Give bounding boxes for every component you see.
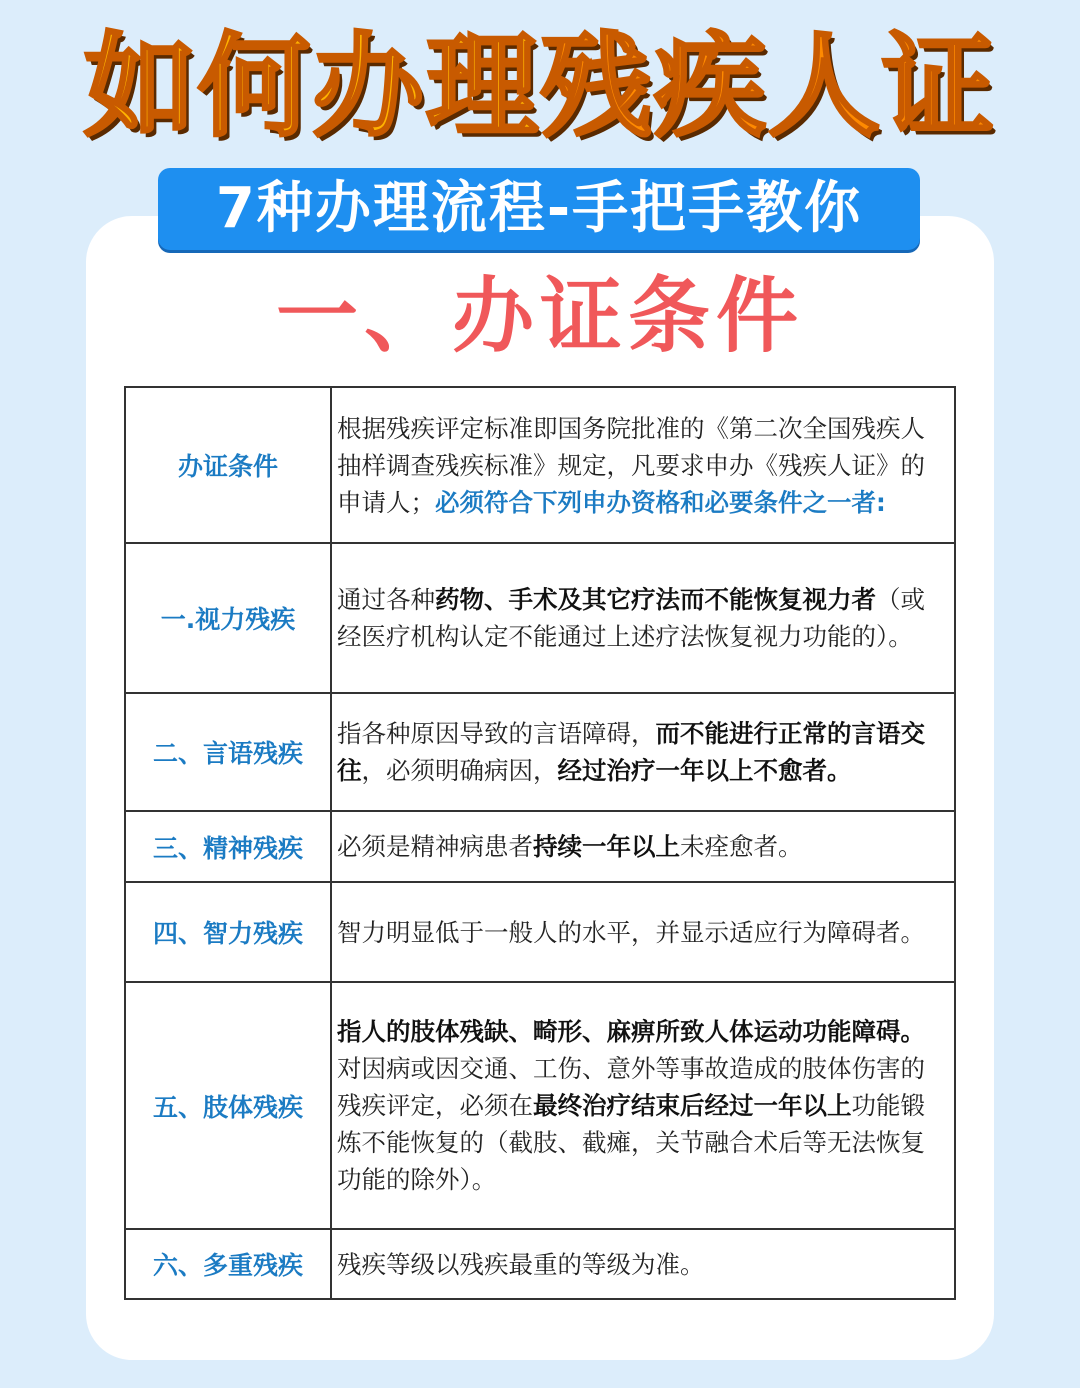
row-label: 二、言语残疾 (125, 693, 331, 811)
main-title-part1: 如何办理 (84, 22, 540, 152)
desc-bold: 最终治疗结束后经过一年以上 (533, 1091, 852, 1120)
desc-bold: 指人的肢体残缺、畸形、麻痹所致人体运动功能障碍。 (337, 1017, 925, 1046)
row-description (331, 543, 955, 693)
desc-bold: 持续一年以上 (533, 832, 680, 861)
desc-text: 智力明显低于一般人的水平，并显示适应行为障碍者。 (337, 917, 925, 947)
row-description (331, 387, 955, 543)
main-title (0, 22, 1080, 152)
desc-bold: 而不能进行正常的言语交往 (337, 719, 925, 785)
desc-text: （或经医疗机构认定不能通过上述疗法恢复视力功能的）。 (337, 585, 925, 651)
desc-text: 指各种原因导致的言语障碍， (337, 719, 656, 748)
row-description (331, 811, 955, 882)
table-row (125, 982, 955, 1229)
desc-text: 必须是精神病患者 (337, 832, 533, 861)
conditions-table (124, 386, 956, 1300)
row-description (331, 882, 955, 982)
table-row (125, 543, 955, 693)
desc-text: 对因病或因交通、工伤、意外等事故造成的肢体伤害的残疾评定，必须在 (337, 1054, 925, 1120)
desc-highlight: 必须符合下列申办资格和必要条件之一者: (435, 487, 886, 517)
subtitle-banner: 7种办理流程-手把手教你 (158, 168, 920, 250)
row-label: 四、智力残疾 (125, 882, 331, 982)
row-label: 三、精神残疾 (125, 811, 331, 882)
main-title-part2: 残疾人证 (540, 22, 996, 152)
table-row (125, 693, 955, 811)
desc-bold: 经过治疗一年以上不愈者。 (557, 756, 852, 785)
table-row (125, 1229, 955, 1299)
row-label: 六、多重残疾 (125, 1229, 331, 1299)
desc-text: 残疾等级以残疾最重的等级为准。 (337, 1249, 705, 1279)
desc-text: 通过各种 (337, 585, 435, 614)
table-row (125, 811, 955, 882)
desc-text: ，必须明确病因， (361, 756, 558, 785)
desc-text: 未痊愈者。 (680, 832, 803, 861)
table-row (125, 387, 955, 543)
table-row (125, 882, 955, 982)
desc-bold: 药物、手术及其它疗法而不能恢复视力者 (435, 585, 876, 614)
row-description (331, 982, 955, 1229)
section-heading: 一、办证条件 (275, 269, 804, 364)
row-label: 办证条件 (125, 387, 331, 543)
desc-text: 根据残疾评定标准即国务院批准的《第二次全国残疾人抽样调查残疾标准》规定，凡要求申办《残疾人证》的申请人； (337, 413, 925, 517)
row-description (331, 1229, 955, 1299)
row-label: 一.视力残疾 (125, 543, 331, 693)
row-description (331, 693, 955, 811)
row-label: 五、肢体残疾 (125, 982, 331, 1229)
desc-text: 功能锻炼不能恢复的（截肢、截瘫，关节融合术后等无法恢复功能的除外）。 (337, 1091, 925, 1194)
